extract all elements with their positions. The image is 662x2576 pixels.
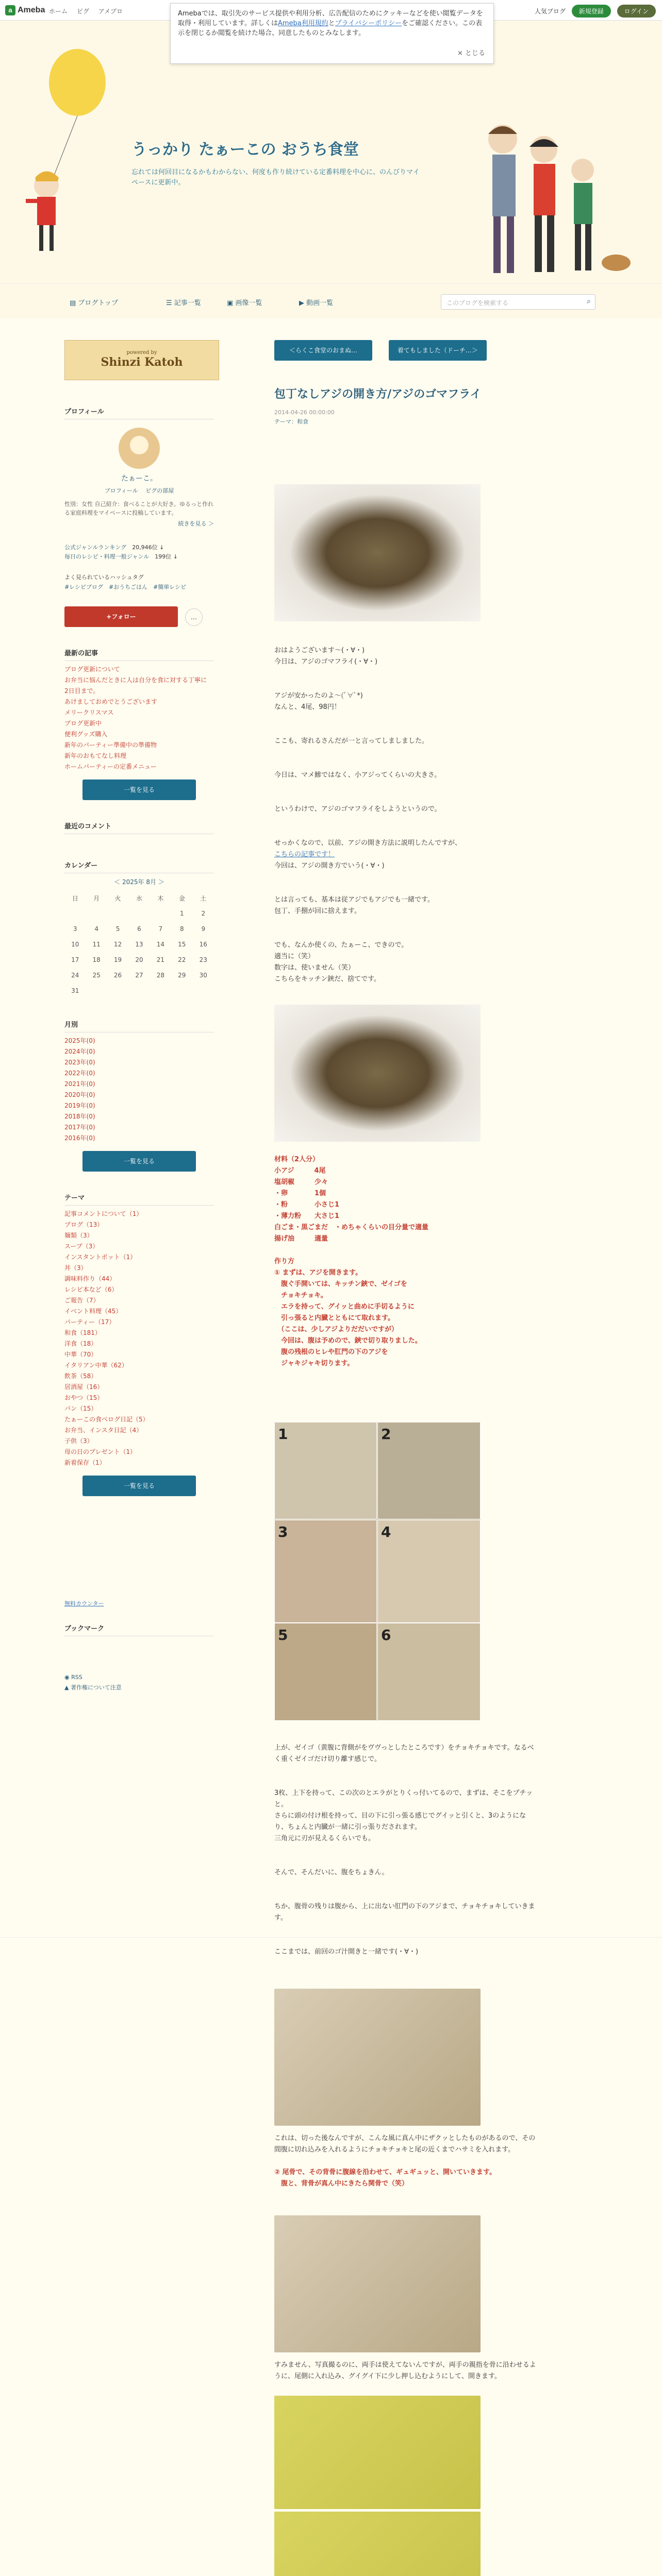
terms-link[interactable]: Ameba利用規約 [277, 20, 328, 27]
list-item[interactable]: 記事コメントについて（1） [64, 1210, 143, 1217]
list-item: 白ごま・黒ごまだ ・めちゃくらいの目分量で適量 [274, 1224, 429, 1231]
counter-link[interactable]: 無料カウンター [64, 1600, 104, 1607]
family-illustration [456, 41, 642, 283]
list-item[interactable]: あけましておめでとうございます [64, 698, 158, 705]
follow-area [64, 606, 214, 627]
calendar-row: 24 25 26 27 28 29 30 [71, 972, 207, 979]
list-item[interactable]: 子供（3） [64, 1437, 93, 1445]
topbar-actions [531, 5, 656, 18]
archive-section-title: 月別 [64, 1019, 214, 1032]
profile-link[interactable]: プロフィール [104, 487, 138, 494]
image-icon: ▣ [227, 299, 236, 307]
list-item[interactable]: 新年のパーティー準備中の準備物 [64, 741, 157, 749]
entry-theme[interactable]: テーマ：和食 [274, 418, 308, 425]
list-item[interactable]: パン（15） [64, 1405, 97, 1412]
list-item[interactable]: たぁーこの食べログ日記（5） [64, 1416, 149, 1423]
hashtag-title: よく見られているハッシュタグ [64, 574, 144, 581]
list-item: ・薄力粉 大さじ1 [274, 1212, 340, 1220]
entry-body-step2: すみません、写真撮るのに、両手は使えてないんですが、両手の親指を骨に沿わせるように、尾側に入れ込み、グイグイ下に少し押し込むようにして、開きます。 [274, 2361, 536, 2380]
list-item[interactable]: ブログ（13） [64, 1221, 104, 1228]
collage-cell: 4 [377, 1520, 481, 1623]
avatar[interactable] [119, 428, 160, 469]
prev-entry-button[interactable]: ＜らくこ食堂のおまぬ… [274, 340, 372, 361]
list-item[interactable]: 飲茶（58） [64, 1372, 97, 1380]
powered-by-banner[interactable]: powered by Shinzi Katoh [64, 340, 219, 380]
ingredients-title: 材料（2人分） [274, 1156, 320, 1163]
step-1: ① まずは、アジを開きます。 腹ぐ手開いては、キッチン鋏で、ゼイゴを チョキチョキ。 エラを持って、グイッと曲めに手切るように 引っ張ると内臓とともにて取れます。 （ここは、少しアジよりだだいですが） 今回は、腹は予めので、鋏で切り取りました。 腹の残根のヒレや肛門の下のアジを ジャキジャキ切ります。 [274, 1269, 422, 1367]
fish-board-photo-2 [274, 2512, 481, 2576]
calendar-row: 10 11 12 13 14 15 16 [71, 941, 207, 948]
list-item[interactable]: ご報告（7） [64, 1297, 100, 1304]
bookmark-section-title: ブックマーク [64, 1623, 214, 1636]
dish-photo [274, 484, 481, 621]
more-icon[interactable]: … [185, 608, 203, 626]
nav-video-list[interactable]: ▶ 動画一覧 [299, 299, 334, 307]
list-item[interactable]: 2017年(0) [64, 1124, 95, 1131]
list-item[interactable]: インスタントポット（1） [64, 1253, 137, 1261]
recent-list [64, 664, 214, 772]
nav-blog-top[interactable]: ▤ ブログトップ [70, 299, 119, 307]
theme-see-list-button[interactable]: 一覧を見る [82, 1476, 196, 1496]
list-item[interactable]: 麺類（3） [64, 1232, 93, 1239]
read-more-link[interactable]: 続きを見る ＞ [178, 520, 214, 527]
list-item: 揚げ油 適量 [274, 1235, 328, 1243]
list-item[interactable]: お弁当、インスタ日記（4） [64, 1427, 143, 1434]
step-2: ② 尾骨で、その背骨に腹線を沿わせて、ギュギュッと、開いていきます。 腹と、背骨が真ん中にきたら関骨で（笑） [274, 2168, 496, 2188]
list-item[interactable]: ブログ更新について [64, 666, 120, 673]
list-item[interactable]: 母の日のプレゼント（1） [64, 1448, 137, 1455]
list-item[interactable]: 2016年(0) [64, 1134, 95, 1142]
list-item[interactable]: 和食（181） [64, 1329, 101, 1336]
fish-steps-collage [274, 1422, 481, 1721]
calendar-month: ＜ 2025年 8月 ＞ [114, 878, 164, 886]
entry-header [274, 385, 536, 426]
list-item[interactable]: メリークリスマス [64, 709, 114, 716]
calendar-table [64, 890, 214, 998]
notice-close-button[interactable]: × とじる [457, 49, 485, 57]
fish-open-photo [274, 2215, 481, 2352]
fish-cut-photo [274, 1989, 481, 2126]
profile-section-title: プロフィール [64, 406, 214, 419]
entry-body-step1b: これは、切った後なんですが、こんな風に真ん中にザクッとしたものがあるので、その間腹に切れ込みを入れるようにチョキチョキと尾の近くまでハサミを入れます。 ② 尾骨で、その背骨に腹線を沿わせて、ギュギュッと、開いていきます。 腹と、背骨が真ん中にきたら関骨で（笑） [274, 2133, 536, 2190]
hashtag-list[interactable]: #レシピブログ #おうちごはん #簡単レシピ [64, 584, 187, 590]
collage-cell: 1 [274, 1422, 377, 1519]
theme-section-title: テーマ [64, 1192, 214, 1206]
warning-icon: ▲ [64, 1684, 71, 1691]
list-item[interactable]: 便利グッズ購入 [64, 731, 108, 738]
login-button[interactable]: ログイン [617, 5, 656, 18]
list-item[interactable]: 2日目まで。 [64, 687, 100, 694]
list-item[interactable]: 2025年(0) [64, 1037, 95, 1044]
collage-cell: 5 [274, 1623, 377, 1721]
top-nav [49, 7, 130, 15]
list-item: ・粉 小さじ1 [274, 1201, 340, 1209]
blog-description: 忘れては何回目になるかもわからない、何度も作り続けている定番料理を中心に、のんびりマイペースに更新中。 [131, 168, 420, 187]
nav-image-list[interactable]: ▣ 画像一覧 [227, 299, 262, 307]
entry-nav [274, 340, 487, 361]
global-nav [0, 283, 662, 318]
list-item[interactable]: 洋食（18） [64, 1340, 97, 1347]
entry-body-step1: 上が、ゼイゴ（黄腹に背側がをヴヴっとしたところです）をチョキチョキです。なるべく重くゼイゴだけ切り離す感じで。 3枚、上下を持って、この次のとエラがとりくっ付いてるので、まずは、そこをプチッと。 さらに頭の付け根を持って、目の下に引っ張る感じでグイッと引くと、3のようになり、ちょんと内臓が一緒に引っ張りだされます。 三角元に刃が見えるくらいでも。 そんで、そんだいに、腹をちょきん。 ちか、腹骨の残りは腹から、上に出ない肛門の下のアジまで、チョキチョキしていきます。 ここまでは、前回のゴ汁開きと一緒です(・∀・) [274, 1744, 535, 1956]
list-item[interactable]: 新着保存（1） [64, 1459, 106, 1466]
ranking: 公式ジャンルランキング 20,946位 ↓ 毎日のレシピ・料理一般ジャンル 199位 ↓ [64, 544, 178, 560]
list-item[interactable]: イベント料理（45） [64, 1308, 122, 1315]
list-item[interactable]: 2021年(0) [64, 1080, 95, 1088]
sidebar [64, 340, 214, 1693]
list-item[interactable]: 新年のおもてなし料理 [64, 752, 127, 759]
prev-month-icon[interactable]: ＜ [114, 878, 122, 886]
entry-date: 2014-04-26 00:00:00 [274, 409, 335, 416]
list-item[interactable]: おやつ（15） [64, 1394, 104, 1401]
list-item[interactable]: 調味料作り（44） [64, 1275, 116, 1282]
list-icon: ☰ [166, 299, 174, 307]
list-item: 塩胡椒 少々 [274, 1178, 328, 1186]
list-item[interactable]: 居酒屋（16） [64, 1383, 104, 1391]
list-item[interactable]: パーティー（17） [64, 1318, 115, 1326]
top-nav-pigg[interactable]: ピグ [76, 8, 89, 15]
copyright-link[interactable]: ▲ 著作権について注意 [64, 1684, 122, 1691]
privacy-link[interactable]: プライバシーポリシー [335, 20, 402, 27]
entry-body-intro: おはようございます〜(・∀・) 今日は、アジのゴマフライ(・∀・) アジが安かったのよ〜(ﾟ∀ﾟ*) なんと、4尾、98円！ ここも、寄れるさんだが一と言ってしましました。 今日は、マメ鰺ではなく、小アジってくらいの大きさ。 というわけで、アジのゴマフライをしようという​ので。 せっかくなので、以前、アジの開き方法に説明したんですが、 こちらの記事です！ 今回は、アジの開き方でいう(・∀・) とは言っても、基本は従アジでもアジでも一緒です。 包丁、手捌が回に捨えます。 でも、なんか使くの、たぁーこ、できので。 適当に（笑） 数字は、使いません（笑） こちらをキッチン鋏だ、捨てです。 [274, 634, 536, 1064]
entry-title[interactable]: 包丁なしアジの開き方/アジのゴマフライ [274, 388, 482, 401]
signup-button[interactable]: 新規登録 [572, 5, 611, 18]
ameba-logo[interactable]: a Ameba [5, 5, 45, 15]
profile-links [64, 486, 214, 495]
list-item: 小アジ 4尾 [274, 1167, 326, 1175]
list-item[interactable]: 中華（70） [64, 1351, 97, 1358]
comments-section-title: 最近のコメント [64, 821, 214, 834]
search-icon[interactable]: ⌕ [587, 297, 591, 306]
blog-title[interactable]: うっかり たぁーこの おうち食堂 [131, 141, 359, 159]
collage-cell: 3 [274, 1520, 377, 1623]
cookie-notice: Amebaでは、取引先のサービス提供や利用分析、広告配信のためにクッキーなどを使い閲覧データを取得・利用しています。詳しくはAmeba利用規約とプライバシーポリシーをご確認ください。この表示を閉じるか閲覧を続けた場合、同意したものとみなします。 × とじる [170, 3, 494, 64]
recent-see-list-button[interactable]: 一覧を見る [82, 779, 196, 800]
rss-link[interactable]: ◉ RSS [64, 1674, 82, 1681]
list-item[interactable]: スープ（3） [64, 1243, 99, 1250]
next-month-icon[interactable]: ＞ [156, 878, 164, 886]
bookmark-list [64, 1672, 214, 1693]
list-item[interactable]: ブログ更新中 [64, 720, 102, 727]
archive-list [64, 1036, 214, 1144]
calendar-row: 17 18 19 20 21 22 23 [71, 956, 207, 963]
archive-see-list-button[interactable]: 一覧を見る [82, 1151, 196, 1172]
ingredients [274, 1154, 536, 1369]
list-item[interactable]: お弁当に悩んだときに人は自分を食に対する丁寧に [64, 676, 207, 684]
blog-search-input[interactable]: このブログを検索する ⌕ [441, 294, 595, 310]
popular-blog-link[interactable]: 人気ブログ [534, 8, 566, 15]
collage-cell: 6 [377, 1623, 481, 1721]
fish-board-photo-1 [274, 2396, 481, 2509]
list-item[interactable]: 2024年(0) [64, 1048, 95, 1055]
follow-button[interactable]: +フォロー [64, 606, 178, 627]
previous-article-link[interactable]: こちらの記事です！ [274, 851, 335, 858]
nav-entry-list[interactable]: ☰ 記事一覧 [166, 299, 201, 307]
list-item[interactable]: 2018年(0) [64, 1113, 95, 1120]
video-icon: ▶ [299, 299, 307, 307]
dish-photo-2 [274, 1005, 481, 1142]
theme-list [64, 1209, 214, 1468]
next-entry-button[interactable]: 着てもしました（ドーチ…＞ [389, 340, 487, 361]
list-item[interactable]: イタリアン中華（62） [64, 1362, 128, 1369]
top-nav-ameblo[interactable]: アメブロ [98, 8, 123, 15]
calendar-row: 3 4 5 6 7 8 9 [73, 925, 206, 933]
home-icon: ▤ [70, 299, 78, 307]
calendar-section-title: カレンダー [64, 860, 214, 873]
ranking-label[interactable]: 公式ジャンルランキング [64, 544, 127, 551]
list-item[interactable]: 丼（3） [64, 1264, 87, 1272]
list-item[interactable]: レシピ本など（6） [64, 1286, 118, 1293]
ranking-label[interactable]: 毎日のレシピ・料理一般ジャンル [64, 553, 150, 560]
top-nav-home[interactable]: ホーム [49, 8, 68, 15]
steps-title: 作り方 [274, 1258, 295, 1265]
calendar-row: 1 2 [180, 910, 206, 917]
recent-section-title: 最新の記事 [64, 648, 214, 661]
ameba-logo-icon: a [5, 5, 15, 15]
calendar-row: 31 [71, 987, 79, 994]
list-item[interactable]: ホームパーティーの定番メニュー [64, 763, 157, 770]
collage-cell: 2 [377, 1422, 481, 1519]
list-item[interactable]: 2022年(0) [64, 1070, 95, 1077]
calendar-head: 日 月 火 水 木 金 土 [72, 894, 207, 902]
balloon-girl-illustration [5, 46, 129, 283]
pigg-room-link[interactable]: ピグの部屋 [145, 487, 174, 494]
profile-text: 性別：女性 自己紹介：食べることが大好き。ゆるっと作れる家庭料理をマイペースに投稿しています。 [64, 501, 214, 516]
list-item[interactable]: 2020年(0) [64, 1091, 95, 1098]
list-item[interactable]: 2019年(0) [64, 1102, 95, 1109]
rss-icon: ◉ [64, 1674, 72, 1681]
list-item: ・卵 1個 [274, 1190, 326, 1197]
profile-name[interactable]: たぁーこ。 [121, 474, 157, 483]
list-item[interactable]: 2023年(0) [64, 1059, 95, 1066]
